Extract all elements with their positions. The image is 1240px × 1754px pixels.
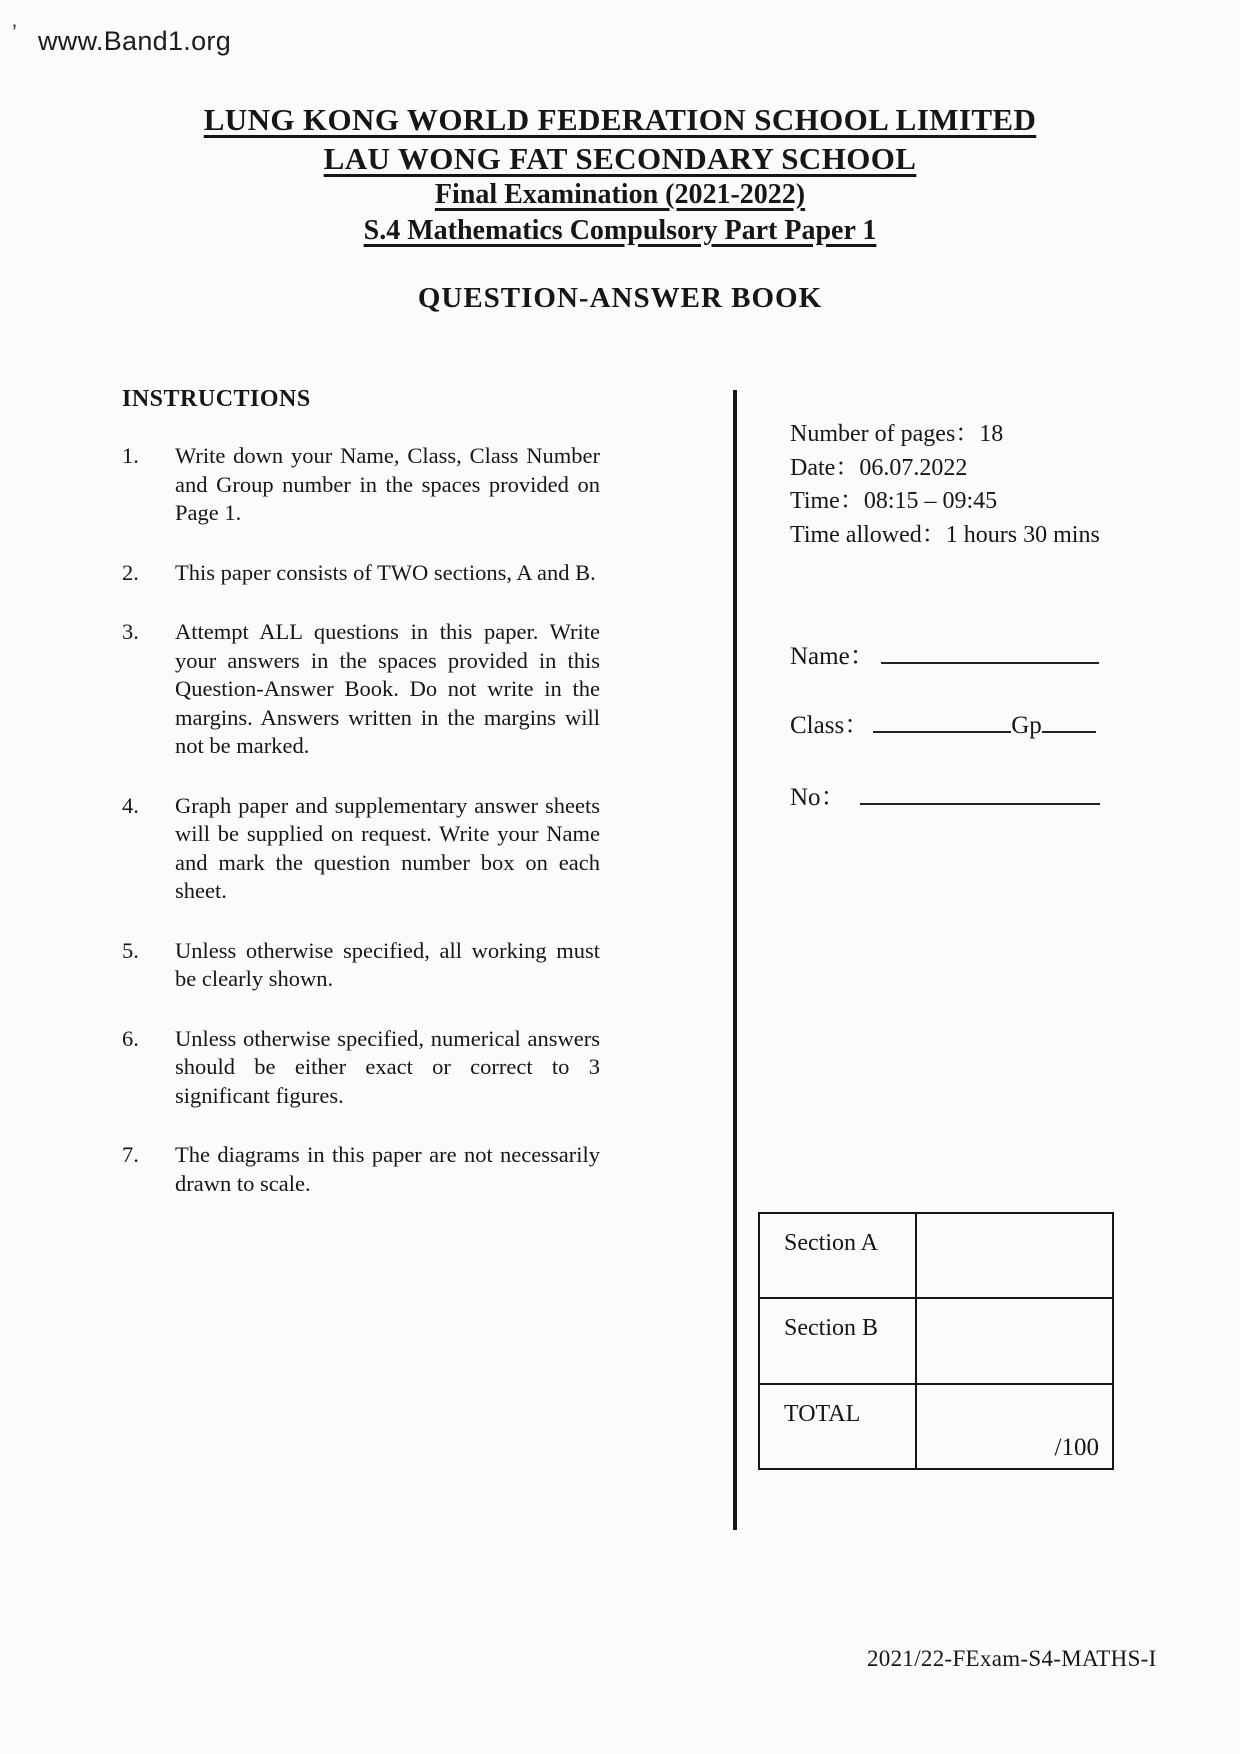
instruction-number: 2.: [122, 559, 139, 585]
class-blank-line: [873, 711, 1011, 733]
marks-row-section-a: [760, 1214, 1112, 1297]
instruction-number: 5.: [122, 937, 139, 963]
exam-header: [0, 100, 1240, 249]
gp-blank-line: [1042, 711, 1096, 733]
document-code: 2021/22-FExam-S4-MATHS-I: [867, 1646, 1157, 1671]
marks-row-value-cell: [917, 1299, 1112, 1382]
exam-title: Final Examination (2021-2022): [434, 179, 806, 210]
no-field-row: [790, 777, 1100, 813]
paper-title: S.4 Mathematics Compulsory Part Paper 1: [363, 215, 877, 246]
instruction-text: Unless otherwise specified, numerical answers should be either exact or correct to 3 significant figures.: [175, 1025, 600, 1108]
info-value: 18: [979, 421, 1004, 447]
marks-row-label: Section B: [760, 1299, 917, 1382]
instruction-text: Graph paper and supplementary answer sheets will be supplied on request. Write your Name and mark the question number box on each sheet.: [175, 792, 600, 903]
colon: ：: [844, 712, 870, 739]
school-name-line2: LAU WONG FAT SECONDARY SCHOOL: [323, 141, 917, 176]
instruction-text: The diagrams in this paper are not necessarily drawn to scale.: [175, 1142, 600, 1196]
instruction-item: [122, 1025, 600, 1111]
info-label: Date: [790, 454, 836, 481]
info-number-of-pages: [790, 418, 1100, 452]
instruction-item: [122, 792, 600, 906]
info-value: 1 hours 30 mins: [945, 521, 1100, 548]
name-field-row: [790, 636, 1100, 672]
instruction-item: [122, 937, 600, 994]
scan-stray-mark: ’: [12, 20, 17, 45]
instruction-number: 4.: [122, 792, 139, 818]
marks-row-total: [760, 1383, 1112, 1468]
marks-row-label: TOTAL: [760, 1385, 917, 1468]
instruction-text: Unless otherwise specified, all working must be clearly shown.: [175, 937, 600, 991]
instruction-number: 1.: [122, 443, 139, 468]
book-title: QUESTION-ANSWER BOOK: [417, 282, 823, 314]
instruction-text: This paper consists of TWO sections, A and B.: [175, 559, 596, 585]
class-field-row: [790, 705, 1100, 741]
info-time-allowed: [790, 519, 1100, 553]
instruction-item: [122, 1141, 600, 1198]
colon: ：: [835, 454, 860, 481]
info-value: 06.07.2022: [859, 454, 968, 481]
no-label: No: [790, 784, 821, 811]
instructions-heading: INSTRUCTIONS: [122, 386, 311, 412]
colon: ：: [839, 488, 864, 514]
info-label: Time: [790, 488, 840, 514]
instruction-text: Write down your Name, Class, Class Number and Group number in the spaces provided on Page 1.: [175, 443, 600, 525]
instruction-number: 6.: [122, 1025, 139, 1051]
marks-table: [758, 1212, 1114, 1470]
name-label: Name: [790, 643, 850, 670]
instruction-item: [122, 442, 600, 528]
colon: ：: [955, 421, 980, 447]
marks-row-value-cell: [917, 1385, 1112, 1468]
name-blank-line: [881, 642, 1099, 664]
info-value: 08:15 – 09:45: [863, 488, 998, 514]
instruction-item: [122, 559, 600, 588]
info-label: Time allowed: [790, 521, 922, 548]
class-label: Class: [790, 712, 845, 739]
marks-row-section-b: [760, 1297, 1112, 1382]
vertical-divider: [733, 390, 737, 1530]
instruction-number: 3.: [122, 619, 139, 644]
info-date: [790, 452, 1100, 486]
colon: ：: [921, 521, 946, 548]
marks-row-label: Section A: [760, 1214, 917, 1297]
no-blank-line: [860, 783, 1100, 805]
gp-label: Gp: [1011, 712, 1042, 739]
info-label: Number of pages: [790, 421, 956, 447]
student-fields: [790, 636, 1100, 813]
instructions-list: [122, 442, 600, 1229]
colon: ：: [849, 643, 875, 670]
instruction-text: Attempt ALL questions in this paper. Write your answers in the spaces provided in this Question-Answer Book. Do not write in the margins. Answers written in the margins will not be marked.: [175, 619, 600, 758]
colon: ：: [820, 784, 846, 811]
exam-info-block: [790, 418, 1100, 552]
watermark-url: www.Band1.org: [38, 26, 232, 56]
total-score-denominator: /100: [1054, 1433, 1099, 1461]
marks-row-value-cell: [917, 1214, 1112, 1297]
school-name-line1: LUNG KONG WORLD FEDERATION SCHOOL LIMITED: [203, 102, 1037, 137]
instruction-number: 7.: [122, 1142, 139, 1167]
info-time: [790, 485, 1100, 519]
instruction-item: [122, 618, 600, 761]
